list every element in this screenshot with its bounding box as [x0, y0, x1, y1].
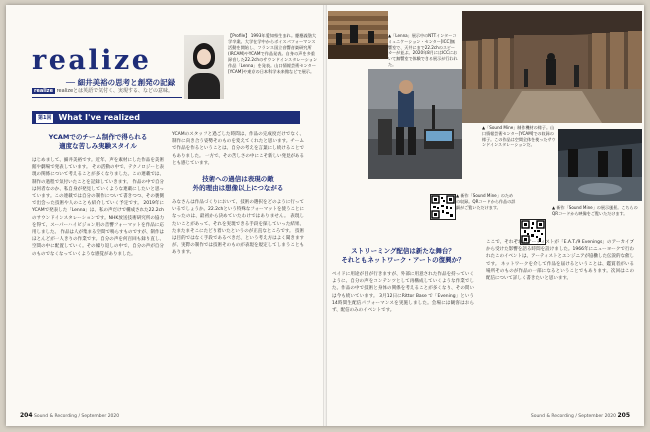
speaker-room-photo: [558, 129, 642, 201]
section-subhead-1: YCAMでのチーム制作で得られる 適度な苦しみ実験スタイル: [48, 133, 148, 150]
magazine-spread: [6, 5, 644, 426]
body-column-1: [32, 131, 164, 401]
page-folio-left: [20, 412, 119, 419]
recording-session-photo: [368, 69, 462, 179]
qr-caption: ▲ 新作「Sound Mine」の展示風景。こちらのQRコードから映像をご覧いただけます。: [552, 205, 638, 216]
page-folio-text-right: Sound & Recording / September 2020: [530, 414, 617, 419]
section-subhead-3: ストリーミング配信は新たな舞台？ それともネットワーク・アートの復興か？: [341, 247, 465, 264]
chapter-number: 第1回: [38, 115, 52, 121]
body-text-1: はじめまして、細井美裕です。近年、声を素材にした作品を美術館や劇場で発表しています。 その活動の中で、テクノロジーと表現の関係について考えることが多くなりました。この連載では、制作の過程で気付いたことを記録していきます。 作品の中で自分は何者なのか、私自身が発見していくような連載にしたいと思っています。この連載では自分の制作について書きつつ、その裏側で出会った技術や人のことも紹介していく予定です。 2019年にYCAMで発表した「Lenna」は、私の声だけで構成された22.2chのサウンドインスタレーションです。NHK放送技術研究所の協力を得て、スーパーハイビジョン用の音響フォーマットを作品に応用しました。 作品は人が集まる空間で鳴らすものですが、制作はほとんどが一人きりの作業です。自分の声を何百回も録り直し、空間の中に配置していく。その繰り返しの中で、自分の声が自分のものでなくなっていくような感覚がありました。: [32, 158, 164, 257]
qr-code-1[interactable]: [430, 194, 456, 220]
studio-room-image: [462, 11, 642, 123]
right-page: [326, 5, 644, 426]
body-text-2: YCAMのスタッフと過ごした時間は、作品の完成度だけでなく、制作に向き合う姿勢そのものを変えてくれたと思います。チームで作品を作るということは、自分の考えを言葉にし続けることでもありました。 一方で、その苦しさの中にこそ新しい発見があるとも感じています。: [172, 132, 304, 166]
studio-room-photo: [462, 11, 642, 123]
body-text-4: ベイドに用途が目が行きますが、外部に用意された作品を持っていくように、自分の声をコンテンツとして再構成していくような作業でした。作品の中で技術と身体の関係を考えることが多くなり、その問いは今も続いています。 3月12日にRittor Base で「Evening」という14時間生配信パフォーマンスを実施しました。会場には観客はおらず、配信のみのイベントです。: [332, 272, 474, 314]
body-column-2: [172, 131, 304, 401]
series-tag-text: realizeとは英語で気付く、実現する、などの意味。: [56, 88, 174, 94]
anechoic-room-photo: [328, 11, 388, 59]
column-title: realize: [32, 45, 152, 76]
series-tag-label: realize: [34, 88, 53, 94]
title-rule: [32, 97, 182, 98]
author-portrait: [184, 35, 224, 99]
anechoic-photo-caption: ▲「Lenna」展示中のNTTインターコミュニケーション・センター[ICC]無響室で、天井にまで22.2chのスピーカーが並ぶ。2020年8月にはICCにおいて無響室で体験できる展示が行われた。: [388, 33, 458, 67]
section-subhead-2: 技術への過信は表現の敵 外的理由は想像以上につながる: [192, 175, 284, 193]
body-text-3: みなさんは作品づくりにおいて、技術の選択をどのように行っているでしょうか。22.2chという特殊なフォーマットを使うことになったのは、最初から決めていたわけではありません。 表現したいことがあって、それを実現できる手段を探していった結果、たまたまそこにたどり着いたというのが正直なところです。 技術は目的ではなく手段であるべきだ、という考え方はよく聞きますが、実際の制作では技術そのものが表現を規定してしまうこともあります。: [172, 200, 304, 256]
left-page: [6, 5, 324, 426]
speaker-room-image: [558, 129, 642, 201]
page-number-right: 205: [617, 412, 630, 419]
chapter-band: [32, 111, 300, 124]
author-profile: 【Profile】 1993年愛知県生まれ。慶應義塾大学卒業。大学在学中からボイスパフォーマンス活動を開始し、フランス国立音響音楽研究所(IRCAM)やYCAMで作品発表。自身の声を多重録音した22.2chのサウンドインスタレーション作品「Lenna」を発表。山口情報芸術センター[YCAM]や東京の日本科学未来館などで展示。: [228, 33, 318, 74]
recording-session-image: [368, 69, 462, 179]
qr-photo-caption: ▲ 新作「Sound Mine」のための収録。QRコードから作品の詳細がご覧いただけます。: [456, 193, 516, 210]
chapter-title: What I've realized: [58, 113, 140, 122]
body-column-4: [486, 239, 634, 399]
anechoic-room-image: [328, 11, 388, 59]
page-folio-right: [531, 412, 630, 419]
column-subtitle: ── 細井美裕の思考と創発の記録: [66, 78, 176, 87]
series-tag: [32, 87, 173, 94]
body-column-3: [332, 239, 474, 399]
page-number-left: 204: [20, 412, 33, 419]
recording-photo-caption: ▲「Sound Mine」制作機材の様子。山口情報芸術センター[YCAM]での収録の様子。この作品は空間全体を使ったサウンドインスタレーションだ。: [482, 125, 556, 148]
body-text-5: ここで、それぞれのアーティストが「E.A.T./9 Evenings」のアーカイブから受けた影響を語る時間を設けました。1966年にニューヨークで行われたこのイベントは、アーティストとエンジニアが協働した伝説的な催しです。 ネットワークを介して作品を届けるということは、鑑賞者がいる場所そのものが作品の一部になるということでもあります。次回はこの配信について詳しく書きたいと思います。: [486, 240, 634, 282]
page-folio-text-left: Sound & Recording / September 2020: [33, 414, 120, 419]
qr-code-icon: [431, 195, 455, 219]
